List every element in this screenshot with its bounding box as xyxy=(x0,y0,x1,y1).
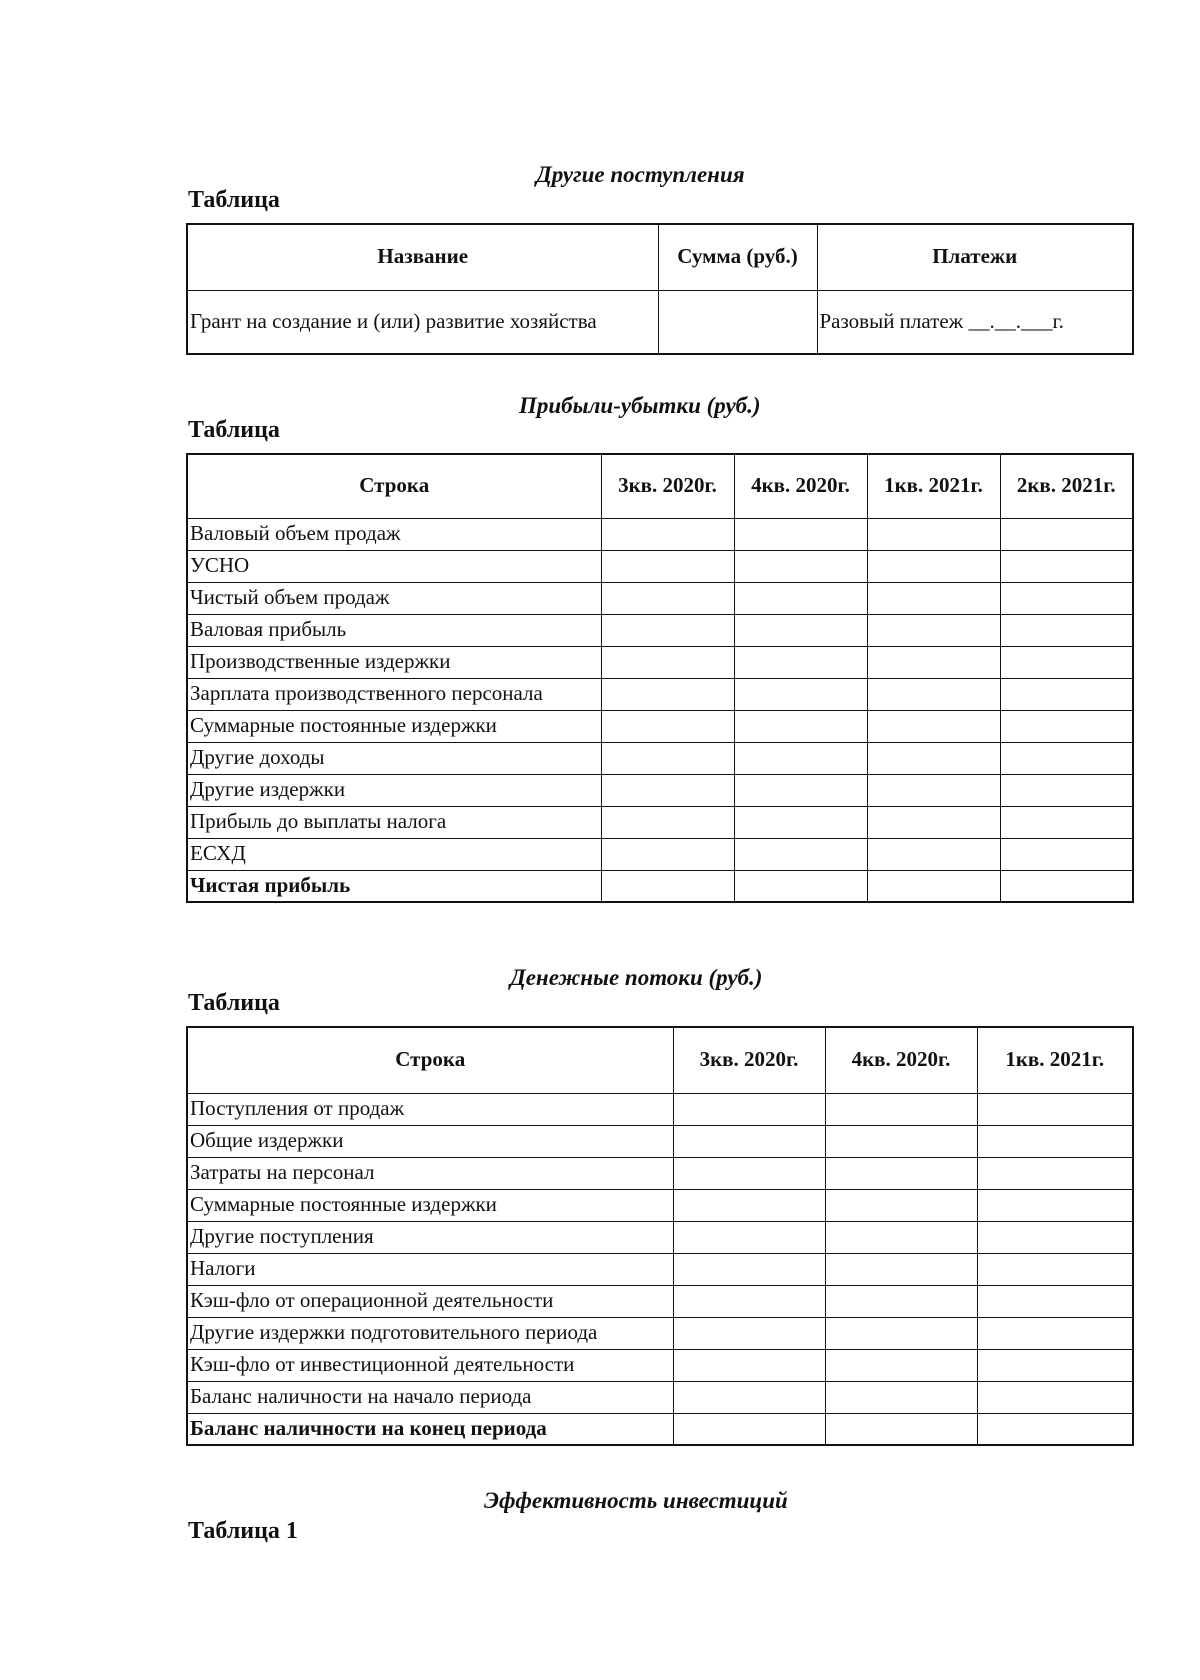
other-income-table-label: Таблица xyxy=(188,187,280,213)
row-label: УСНО xyxy=(187,550,601,582)
row-label: Прибыль до выплаты налога xyxy=(187,806,601,838)
table-row xyxy=(187,290,1133,354)
table-row xyxy=(187,678,1133,710)
table-row xyxy=(187,838,1133,870)
header-payments: Платежи xyxy=(817,224,1133,290)
table-row xyxy=(187,1285,1133,1317)
pl-header-row: Строка xyxy=(187,454,601,518)
pl-header-q1-2021: 1кв. 2021г. xyxy=(867,454,1000,518)
profit-loss-table-label: Таблица xyxy=(188,417,280,443)
table-row xyxy=(187,710,1133,742)
table-row xyxy=(187,614,1133,646)
row-label: Валовая прибыль xyxy=(187,614,601,646)
cash-flows-table-label: Таблица xyxy=(188,990,280,1016)
row-label: Другие издержки подготовительного периода xyxy=(187,1317,673,1349)
table-row xyxy=(187,646,1133,678)
table-row xyxy=(187,1317,1133,1349)
table-row xyxy=(187,742,1133,774)
header-name: Название xyxy=(187,224,658,290)
row-label: ЕСХД xyxy=(187,838,601,870)
row-label: Налоги xyxy=(187,1253,673,1285)
table-row xyxy=(187,1253,1133,1285)
row-label: Другие доходы xyxy=(187,742,601,774)
table-row xyxy=(187,1093,1133,1125)
row-label: Суммарные постоянные издержки xyxy=(187,710,601,742)
other-income-table xyxy=(186,223,1134,355)
row-label: Зарплата производственного персонала xyxy=(187,678,601,710)
table-row xyxy=(187,582,1133,614)
income-payment-cell: Разовый платеж __.__.___г. xyxy=(817,290,1133,354)
income-amount-cell xyxy=(658,290,817,354)
table-row xyxy=(187,1349,1133,1381)
row-label: Суммарные постоянные издержки xyxy=(187,1189,673,1221)
table-row-total xyxy=(187,1413,1133,1445)
pl-header-q4-2020: 4кв. 2020г. xyxy=(734,454,867,518)
cf-header-q3-2020: 3кв. 2020г. xyxy=(673,1027,825,1093)
table-row xyxy=(187,774,1133,806)
table-row-total xyxy=(187,870,1133,902)
row-label: Чистая прибыль xyxy=(187,870,601,902)
row-label: Кэш-фло от инвестиционной деятельности xyxy=(187,1349,673,1381)
row-label: Общие издержки xyxy=(187,1125,673,1157)
row-label: Другие поступления xyxy=(187,1221,673,1253)
row-label: Затраты на персонал xyxy=(187,1157,673,1189)
cf-header-row: Строка xyxy=(187,1027,673,1093)
row-label: Другие издержки xyxy=(187,774,601,806)
profit-loss-title: Прибыли-убытки (руб.) xyxy=(519,393,761,418)
row-label: Поступления от продаж xyxy=(187,1093,673,1125)
table-row xyxy=(187,1125,1133,1157)
investment-efficiency-table-label: Таблица 1 xyxy=(188,1518,298,1544)
row-label: Баланс наличности на конец периода xyxy=(187,1413,673,1445)
row-label: Производственные издержки xyxy=(187,646,601,678)
row-label: Валовый объем продаж xyxy=(187,518,601,550)
pl-header-q2-2021: 2кв. 2021г. xyxy=(1000,454,1133,518)
profit-loss-table xyxy=(186,453,1134,903)
row-label: Чистый объем продаж xyxy=(187,582,601,614)
pl-header-q3-2020: 3кв. 2020г. xyxy=(601,454,734,518)
table-row xyxy=(187,1189,1133,1221)
table-row xyxy=(187,1221,1133,1253)
table-row xyxy=(187,1157,1133,1189)
cash-flows-table xyxy=(186,1026,1134,1446)
table-row xyxy=(187,518,1133,550)
investment-efficiency-title: Эффективность инвестиций xyxy=(484,1488,788,1513)
cash-flows-title: Денежные потоки (руб.) xyxy=(510,965,763,990)
row-label: Кэш-фло от операционной деятельности xyxy=(187,1285,673,1317)
table-row xyxy=(187,550,1133,582)
row-label: Баланс наличности на начало периода xyxy=(187,1381,673,1413)
table-row xyxy=(187,806,1133,838)
other-income-title: Другие поступления xyxy=(536,162,745,187)
table-row xyxy=(187,1381,1133,1413)
cf-header-q4-2020: 4кв. 2020г. xyxy=(825,1027,977,1093)
header-amount: Сумма (руб.) xyxy=(658,224,817,290)
cf-header-q1-2021: 1кв. 2021г. xyxy=(977,1027,1133,1093)
income-name-cell: Грант на создание и (или) развитие хозяйства xyxy=(187,290,658,354)
